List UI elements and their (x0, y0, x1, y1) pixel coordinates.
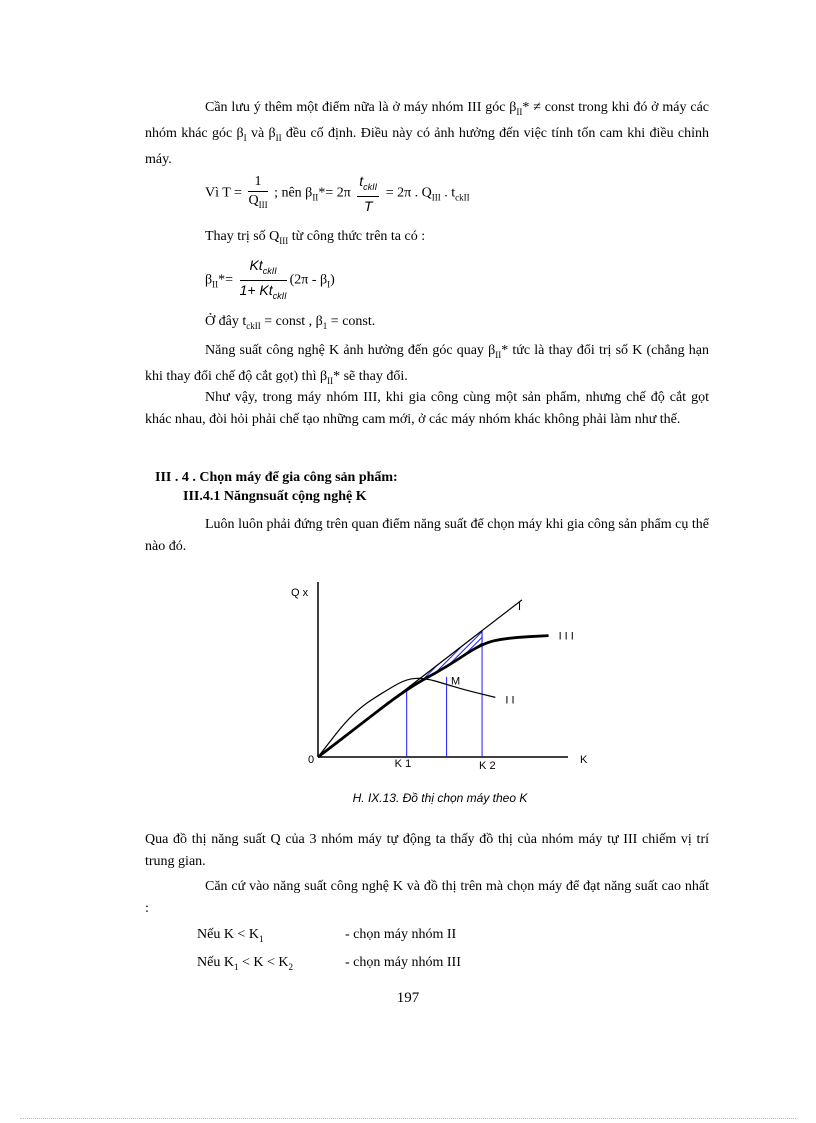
figure-caption: H. IX.13. Đồ thị chọn máy theo K (352, 791, 528, 805)
subsection-heading: III.4.1 Năngnsuất cộng nghệ K (183, 489, 367, 504)
origin-label: 0 (308, 754, 315, 766)
rule-result-1: - chọn máy nhóm II (345, 927, 457, 942)
section-heading: III . 4 . Chọn máy để gia công sản phẩm: (155, 470, 398, 485)
paragraph-productivity: Năng suất công nghệ K ảnh hưởng đến góc quay $\beta_{II}*$ tức là thay đổi trị số K (chẳng hạn khi thay đổi chế độ cắt gọt) thì $\beta_{II}*$ sẽ thay đổi. (145, 343, 709, 386)
x-axis-label: K (580, 754, 588, 766)
paragraph-group-three: Như vậy, trong máy nhóm III, khi gia công cùng một sản phẩm, nhưng chế độ cắt gọt khác nhau, đòi hỏi phải chế tạo những cam mới, ở các máy nhóm khác không phải làm như thế. (145, 390, 709, 427)
series-label-I: I (517, 600, 522, 613)
tick-label-k1: K 1 (394, 758, 412, 770)
rule-condition-1: Nếu $K < K_1$ (197, 927, 264, 944)
footer-divider (20, 1118, 796, 1119)
paragraph-graph-summary: Qua đồ thị năng suất Q của 3 nhóm máy tự động ta thấy đồ thị của nhóm máy tự III chiếm vị trí trung gian. (145, 832, 709, 869)
y-axis-label: Q x (291, 587, 309, 599)
equation-period: Vì T = $\frac{1}{Q_{III}}$ ; nên $\beta_{II}*= 2\pi$ $\frac{t_{ckII}}{T}$ = 2π . $Q_{III}$ . $t_{ckII}$ (205, 173, 470, 214)
series-label-II: I I (505, 694, 515, 707)
tick-label-k2: K 2 (479, 760, 496, 770)
line-constants: Ở đây $t_{ckII}$ = const , $\beta_1$ = const. (205, 314, 376, 331)
paragraph-selection-basis: Căn cứ vào năng suất công nghệ K và đồ thị trên mà chọn máy để đạt năng suất cao nhất : (145, 879, 709, 916)
line-substitute: Thay trị số $Q_{III}$ từ công thức trên ta có : (205, 229, 426, 246)
page-number: 197 (396, 990, 420, 1006)
paragraph-cam-note: Cần lưu ý thêm một điểm nữa là ở máy nhóm III góc $\beta_{II}*$ ≠ const trong khi đó ở máy các nhóm khác góc $\beta_I$ và $\beta_{II}$ đều cố định. Điều này có ảnh hưởng đến việc tính tốn cam khi điều chỉnh máy. (145, 100, 710, 167)
rule-result-2: - chọn máy nhóm III (345, 955, 461, 970)
productivity-chart (0, 570, 816, 770)
series-label-III: I I I (558, 630, 574, 643)
point-label-m: M (451, 675, 461, 688)
equation-beta: $\beta_{II}*=$ $\frac{Kt_{ckII}}{1+ Kt_{ckII}}$ $(2\pi - \beta_I)$ (205, 257, 335, 301)
paragraph-choose-machine: Luôn luôn phải đứng trên quan điểm năng suất để chọn máy khi gia công sản phẩm cụ thể nào đó. (145, 517, 709, 554)
rule-condition-2: Nếu $K_1 < K < K_2$ (197, 955, 293, 972)
